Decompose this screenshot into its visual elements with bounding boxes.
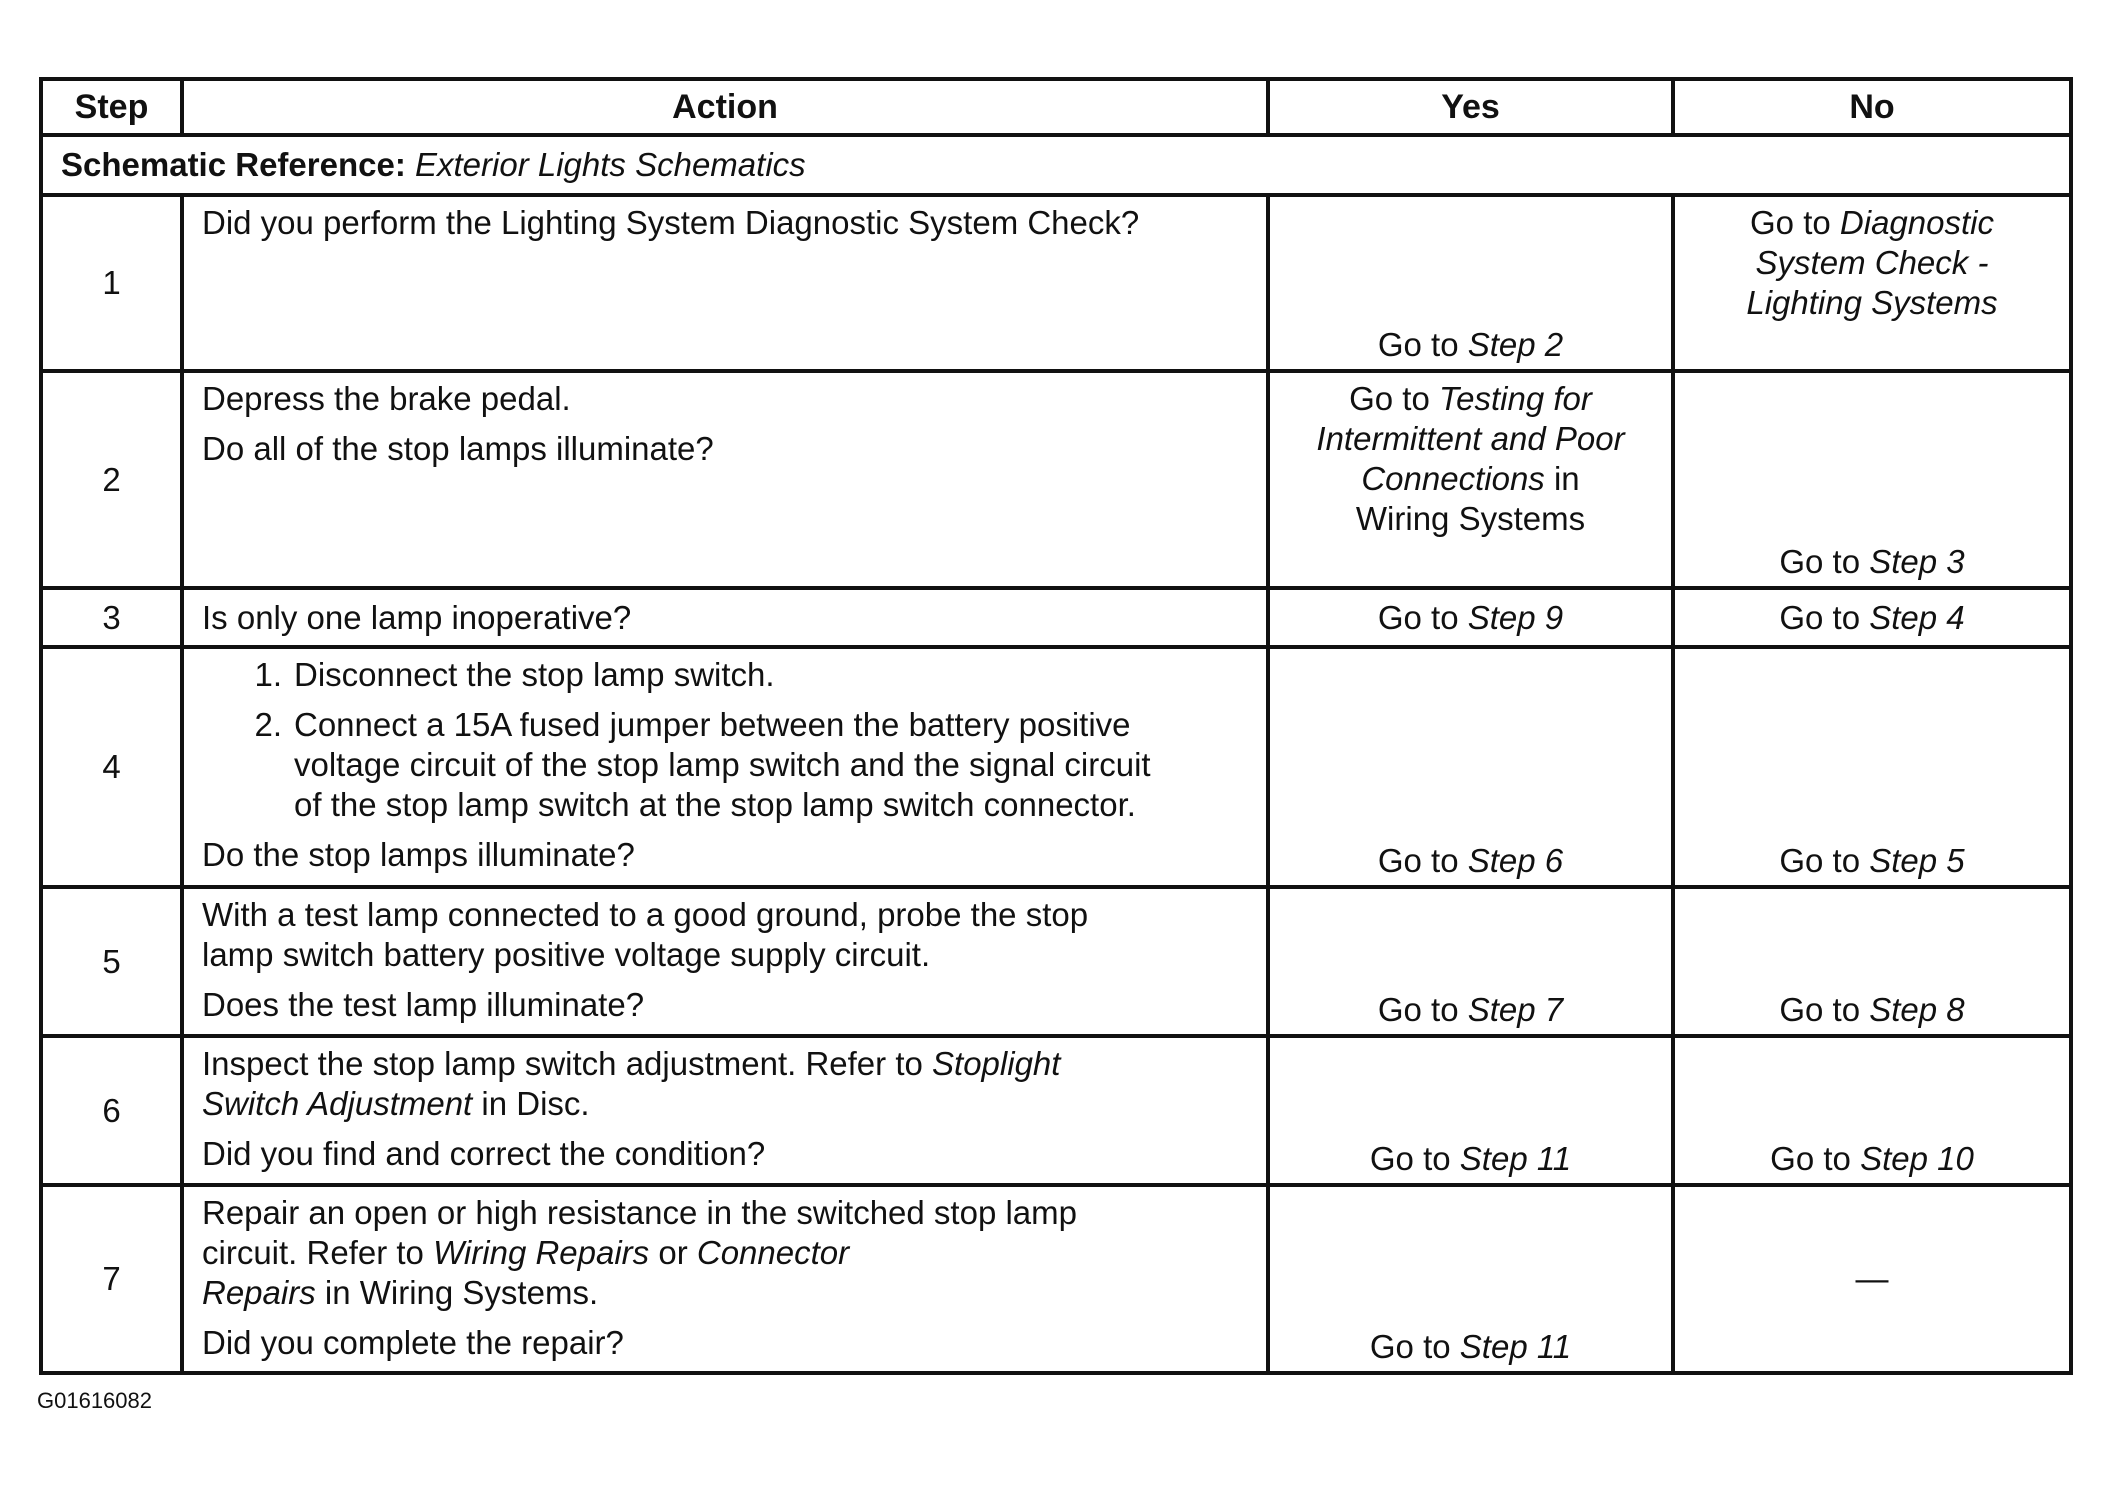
procedure-link: Repairs: [202, 1274, 316, 1311]
step-number: 1: [41, 195, 182, 371]
step-number: 4: [41, 647, 182, 887]
yes-cell: [1268, 371, 1673, 588]
substep-line: of the stop lamp switch at the stop lamp switch connector.: [294, 786, 1136, 823]
action-question: Do the stop lamps illuminate?: [202, 836, 635, 873]
action-question: Did you perform the Lighting System Diagnostic System Check?: [202, 204, 1140, 241]
in-text: in: [1553, 460, 1580, 497]
action-cell: [182, 1185, 1268, 1373]
header-row: [41, 79, 2071, 135]
table-row: [41, 1185, 2071, 1373]
procedure-link: Connector: [696, 1234, 850, 1271]
go-to-text: Go to: [1779, 598, 1861, 636]
yes-cell: [1268, 887, 1673, 1036]
step-number: 5: [41, 887, 182, 1036]
table-row: [41, 887, 2071, 1036]
table-row: [41, 195, 2071, 371]
no-cell: [1673, 588, 2071, 647]
list-item: [202, 655, 1248, 695]
action-question: Do all of the stop lamps illuminate?: [202, 430, 714, 467]
step-number: 2: [41, 371, 182, 588]
step-link: Step 3: [1869, 543, 1965, 580]
go-to-text: Go to: [1779, 842, 1861, 879]
no-cell: [1673, 887, 2071, 1036]
substep-line: voltage circuit of the stop lamp switch and the signal circuit: [294, 746, 1151, 783]
header-yes: Yes: [1268, 79, 1673, 135]
procedure-link: Testing for: [1439, 380, 1592, 417]
go-to-text: Go to: [1770, 1140, 1851, 1177]
go-to-text: Go to: [1377, 991, 1459, 1028]
table-row: [41, 371, 2071, 588]
list-item: [202, 705, 1248, 825]
header-no: No: [1673, 79, 2071, 135]
manual-section: Wiring Systems: [1355, 500, 1586, 537]
step-link: Step 5: [1869, 842, 1965, 879]
step-link: Step 11: [1459, 1328, 1572, 1365]
action-instruction: in Disc.: [481, 1085, 590, 1122]
go-to-text: Go to: [1369, 1140, 1451, 1177]
no-cell: [1673, 647, 2071, 887]
go-to-text: Go to: [1750, 204, 1831, 241]
yes-cell: [1268, 1185, 1673, 1373]
action-instruction: With a test lamp connected to a good ground, probe the stop: [202, 896, 1089, 933]
action-instruction: in Wiring Systems.: [324, 1274, 599, 1311]
yes-cell: [1268, 195, 1673, 371]
step-link: Step 2: [1467, 326, 1564, 363]
schematic-reference-row: [41, 135, 2071, 195]
no-cell: [1673, 1036, 2071, 1185]
procedure-link: Wiring Repairs: [433, 1234, 650, 1271]
action-instruction: lamp switch battery positive voltage supply circuit.: [202, 936, 931, 973]
action-question: Is only one lamp inoperative?: [202, 598, 632, 636]
step-link: Step 4: [1869, 598, 1965, 636]
procedure-link: System Check -: [1755, 244, 1989, 281]
table-row: [41, 588, 2071, 647]
table-row: [41, 1036, 2071, 1185]
step-link: Step 10: [1860, 1140, 1974, 1177]
procedure-link: Lighting Systems: [1746, 284, 1998, 321]
substep-number: 1.: [254, 656, 282, 693]
step-link: Step 6: [1467, 842, 1564, 879]
step-link: Step 9: [1467, 598, 1564, 636]
go-to-text: Go to: [1377, 842, 1459, 879]
substep-number: 2.: [254, 706, 282, 743]
substep-line: Connect a 15A fused jumper between the battery positive: [294, 706, 1131, 743]
yes-cell: [1268, 588, 1673, 647]
action-question: Did you complete the repair?: [202, 1324, 624, 1361]
go-to-text: Go to: [1779, 991, 1861, 1028]
header-action: Action: [182, 79, 1268, 135]
header-step: Step: [41, 79, 182, 135]
no-cell: [1673, 195, 2071, 371]
procedure-link: Connections: [1361, 460, 1545, 497]
procedure-link: Intermittent and Poor: [1316, 420, 1625, 457]
go-to-text: Go to: [1377, 326, 1459, 363]
go-to-text: Go to: [1377, 598, 1459, 636]
no-cell: [1673, 371, 2071, 588]
procedure-link: Diagnostic: [1839, 204, 1994, 241]
action-cell: [182, 647, 1268, 887]
or-text: or: [658, 1234, 688, 1271]
diagnostic-table: [39, 77, 2073, 1375]
figure-id: G01616082: [37, 1388, 152, 1413]
step-number: 7: [41, 1185, 182, 1373]
substep-list: [202, 655, 1248, 825]
schematic-reference-label: Schematic Reference:: [61, 146, 406, 183]
step-number: 3: [41, 588, 182, 647]
step-number: 6: [41, 1036, 182, 1185]
action-instruction: circuit. Refer to: [202, 1234, 424, 1271]
procedure-link: Stoplight: [932, 1045, 1061, 1082]
action-question: Did you find and correct the condition?: [202, 1135, 766, 1172]
action-cell: [182, 588, 1268, 647]
action-cell: [182, 195, 1268, 371]
substep-text: Disconnect the stop lamp switch.: [294, 656, 775, 693]
action-cell: [182, 371, 1268, 588]
yes-cell: [1268, 1036, 1673, 1185]
action-instruction: Inspect the stop lamp switch adjustment. Refer to: [202, 1045, 923, 1082]
action-instruction: Repair an open or high resistance in the switched stop lamp: [202, 1194, 1077, 1231]
schematic-reference: [41, 135, 2071, 195]
go-to-text: Go to: [1369, 1328, 1451, 1365]
schematic-reference-link: Exterior Lights Schematics: [415, 146, 806, 183]
step-link: Step 7: [1467, 991, 1564, 1028]
action-cell: [182, 887, 1268, 1036]
action-cell: [182, 1036, 1268, 1185]
step-link: Step 11: [1459, 1140, 1572, 1177]
go-to-text: Go to: [1349, 380, 1430, 417]
not-applicable-dash: —: [1855, 1260, 1889, 1297]
yes-cell: [1268, 647, 1673, 887]
no-cell: [1673, 1185, 2071, 1373]
go-to-text: Go to: [1779, 543, 1861, 580]
substep-text: [294, 705, 1248, 825]
table-row: [41, 647, 2071, 887]
step-link: Step 8: [1869, 991, 1965, 1028]
action-instruction: Depress the brake pedal.: [202, 380, 571, 417]
procedure-link: Switch Adjustment: [202, 1085, 473, 1122]
action-question: Does the test lamp illuminate?: [202, 986, 645, 1023]
